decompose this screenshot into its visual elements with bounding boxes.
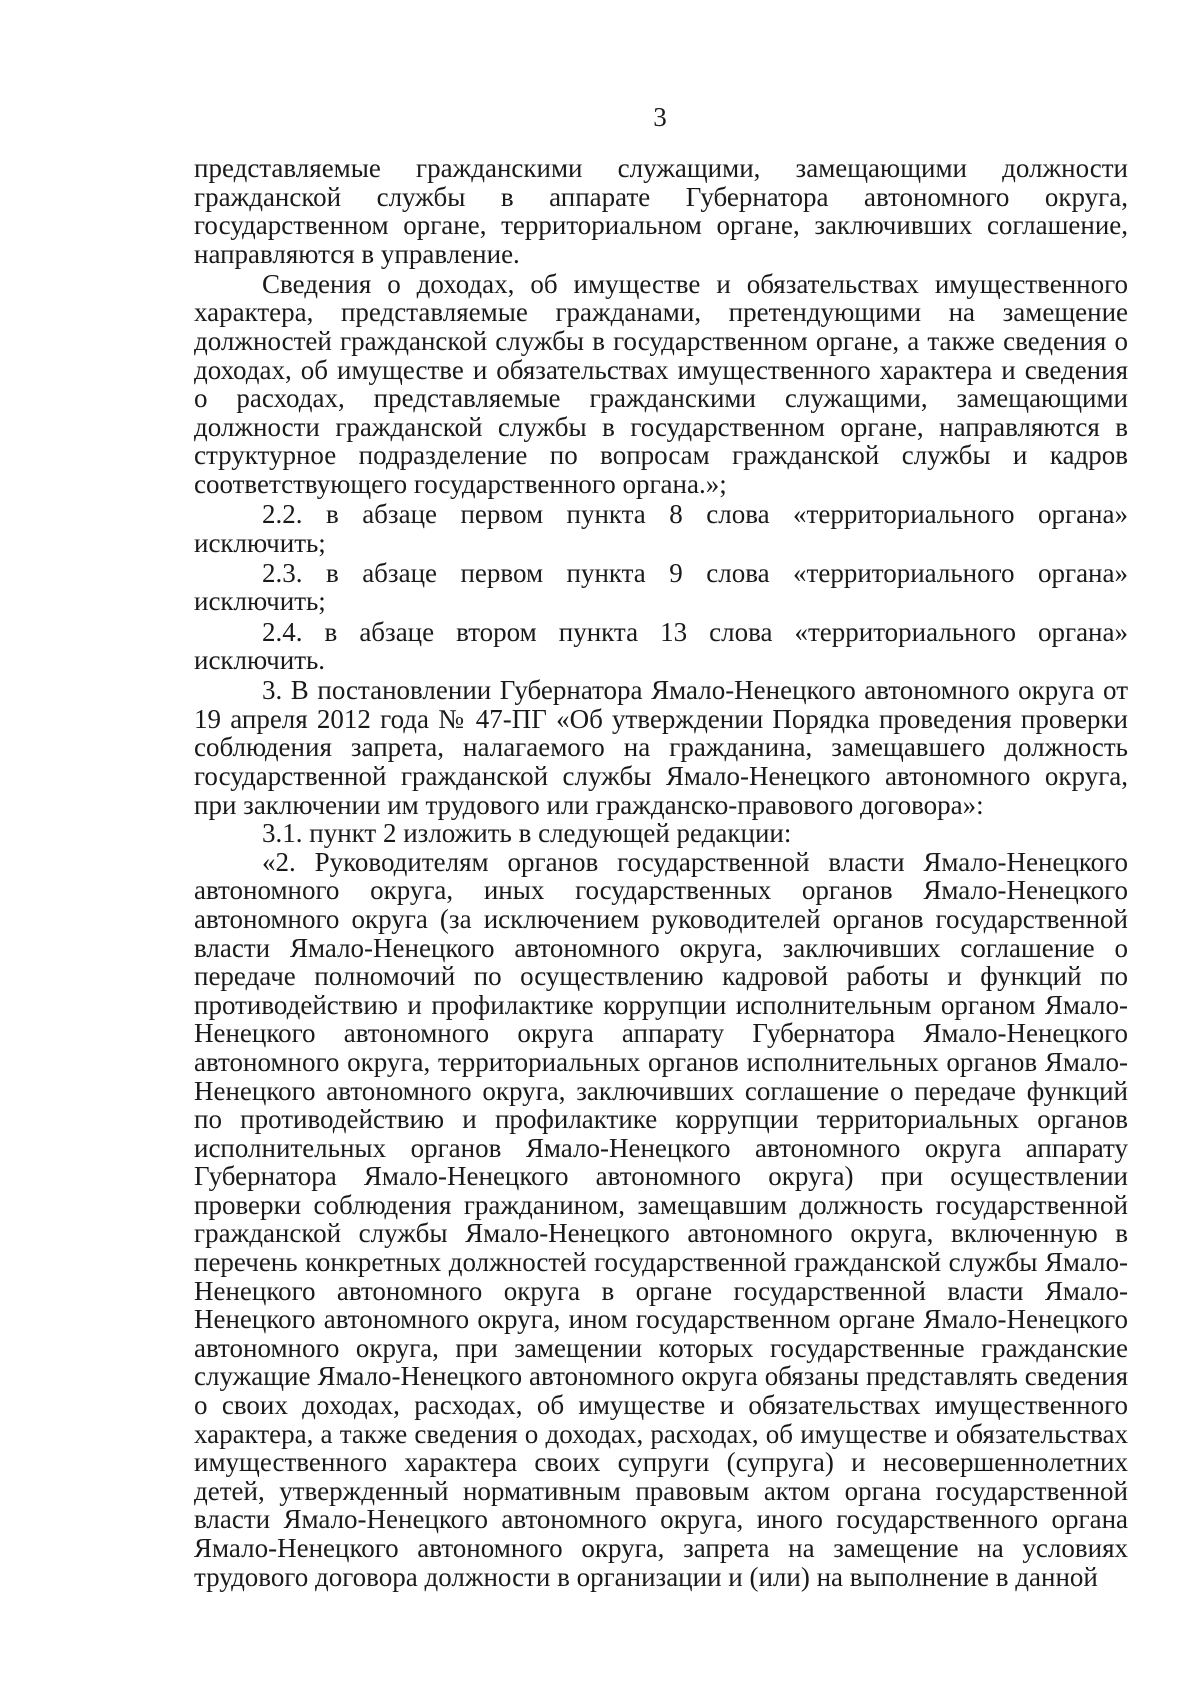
paragraph-item-2-3: 2.3. в абзаце первом пункта 9 слова «территориального органа» исключить; <box>194 557 1128 617</box>
paragraph-item-2-2: 2.2. в абзаце первом пункта 8 слова «территориального органа» исключить; <box>194 499 1128 558</box>
paragraph-item-2-4: 2.4. в абзаце втором пункта 13 слова «территориального органа» исключить. <box>194 616 1128 676</box>
paragraph-item-2-new-wording: «2. Руководителям органов государственной власти Ямало-Ненецкого автономного округа, иных государственных органов Ямало-Ненецкого автономного округа (за исключением руководителей органов государственной власти Ямало-Ненецкого автономного округа, заключивших соглашение о передаче полномочий по осуществлению кадровой работы и функций по противодействию и профилактике коррупции исполнительным органом Ямало-Ненецкого автономного округа аппарату Губернатора Ямало-Ненецкого автономного округа, территориальных органов исполнительных органов Ямало-Ненецкого автономного округа, заключивших соглашение о передаче функций по противодействию и профилактике коррупции территориальных органов исполнительных органов Ямало-Ненецкого автономного округа аппарату Губернатора Ямало-Ненецкого автономного округа) при осуществлении проверки соблюдения гражданином, замещавшим должность государственной гражданской службы Ямало-Ненецкого автономного округа, включенную в перечень конкретных должностей государственной гражданской службы Ямало-Ненецкого автономного округа в органе государственной власти Ямало-Ненецкого автономного округа, ином государственном органе Ямало-Ненецкого автономного округа, при замещении которых государственные гражданские служащие Ямало-Ненецкого автономного округа обязаны представлять сведения о своих доходах, расходах, об имуществе и обязательствах имущественного характера, а также сведения о доходах, расходах, об имуществе и обязательствах имущественного характера своих супруги (супруга) и несовершеннолетних детей, утвержденный нормативным правовым актом органа государственной власти Ямало-Ненецкого автономного округа, иного государственного органа Ямало-Ненецкого автономного округа, запрета на замещение на условиях трудового договора должности в организации и (или) на выполнение в данной <box>194 846 1128 1592</box>
paragraph-item-3: 3. В постановлении Губернатора Ямало-Ненецкого автономного округа от 19 апреля 2012 года № 47-ПГ «Об утверждении Порядка проведения проверки соблюдения запрета, налагаемого на гражданина, замещавшего должность государственной гражданской службы Ямало-Ненецкого автономного округа, при заключении им трудового или гражданско-правового договора»: <box>194 675 1128 820</box>
paragraph-item-3-1: 3.1. пункт 2 изложить в следующей редакции: <box>262 818 792 849</box>
paragraph-income-info: Сведения о доходах, об имуществе и обязательствах имущественного характера, представляемые гражданами, претендующими на замещение должностей гражданской службы в государственном органе, а также сведения о доходах, об имуществе и обязательствах имущественного характера и сведения о расходах, представляемые гражданскими служащими, замещающими должности гражданской службы в государственном органе, направляются в структурное подразделение по вопросам гражданской службы и кадров соответствующего государственного органа.»; <box>194 268 1128 500</box>
page-number: 3 <box>653 102 667 132</box>
document-body <box>194 154 1128 1591</box>
paragraph-continuation: представляемые гражданскими служащими, замещающими должности гражданской службы в аппарате Губернатора автономного округа, государственном органе, территориальном органе, заключивших соглашение, направляются в управление. <box>194 153 1128 269</box>
